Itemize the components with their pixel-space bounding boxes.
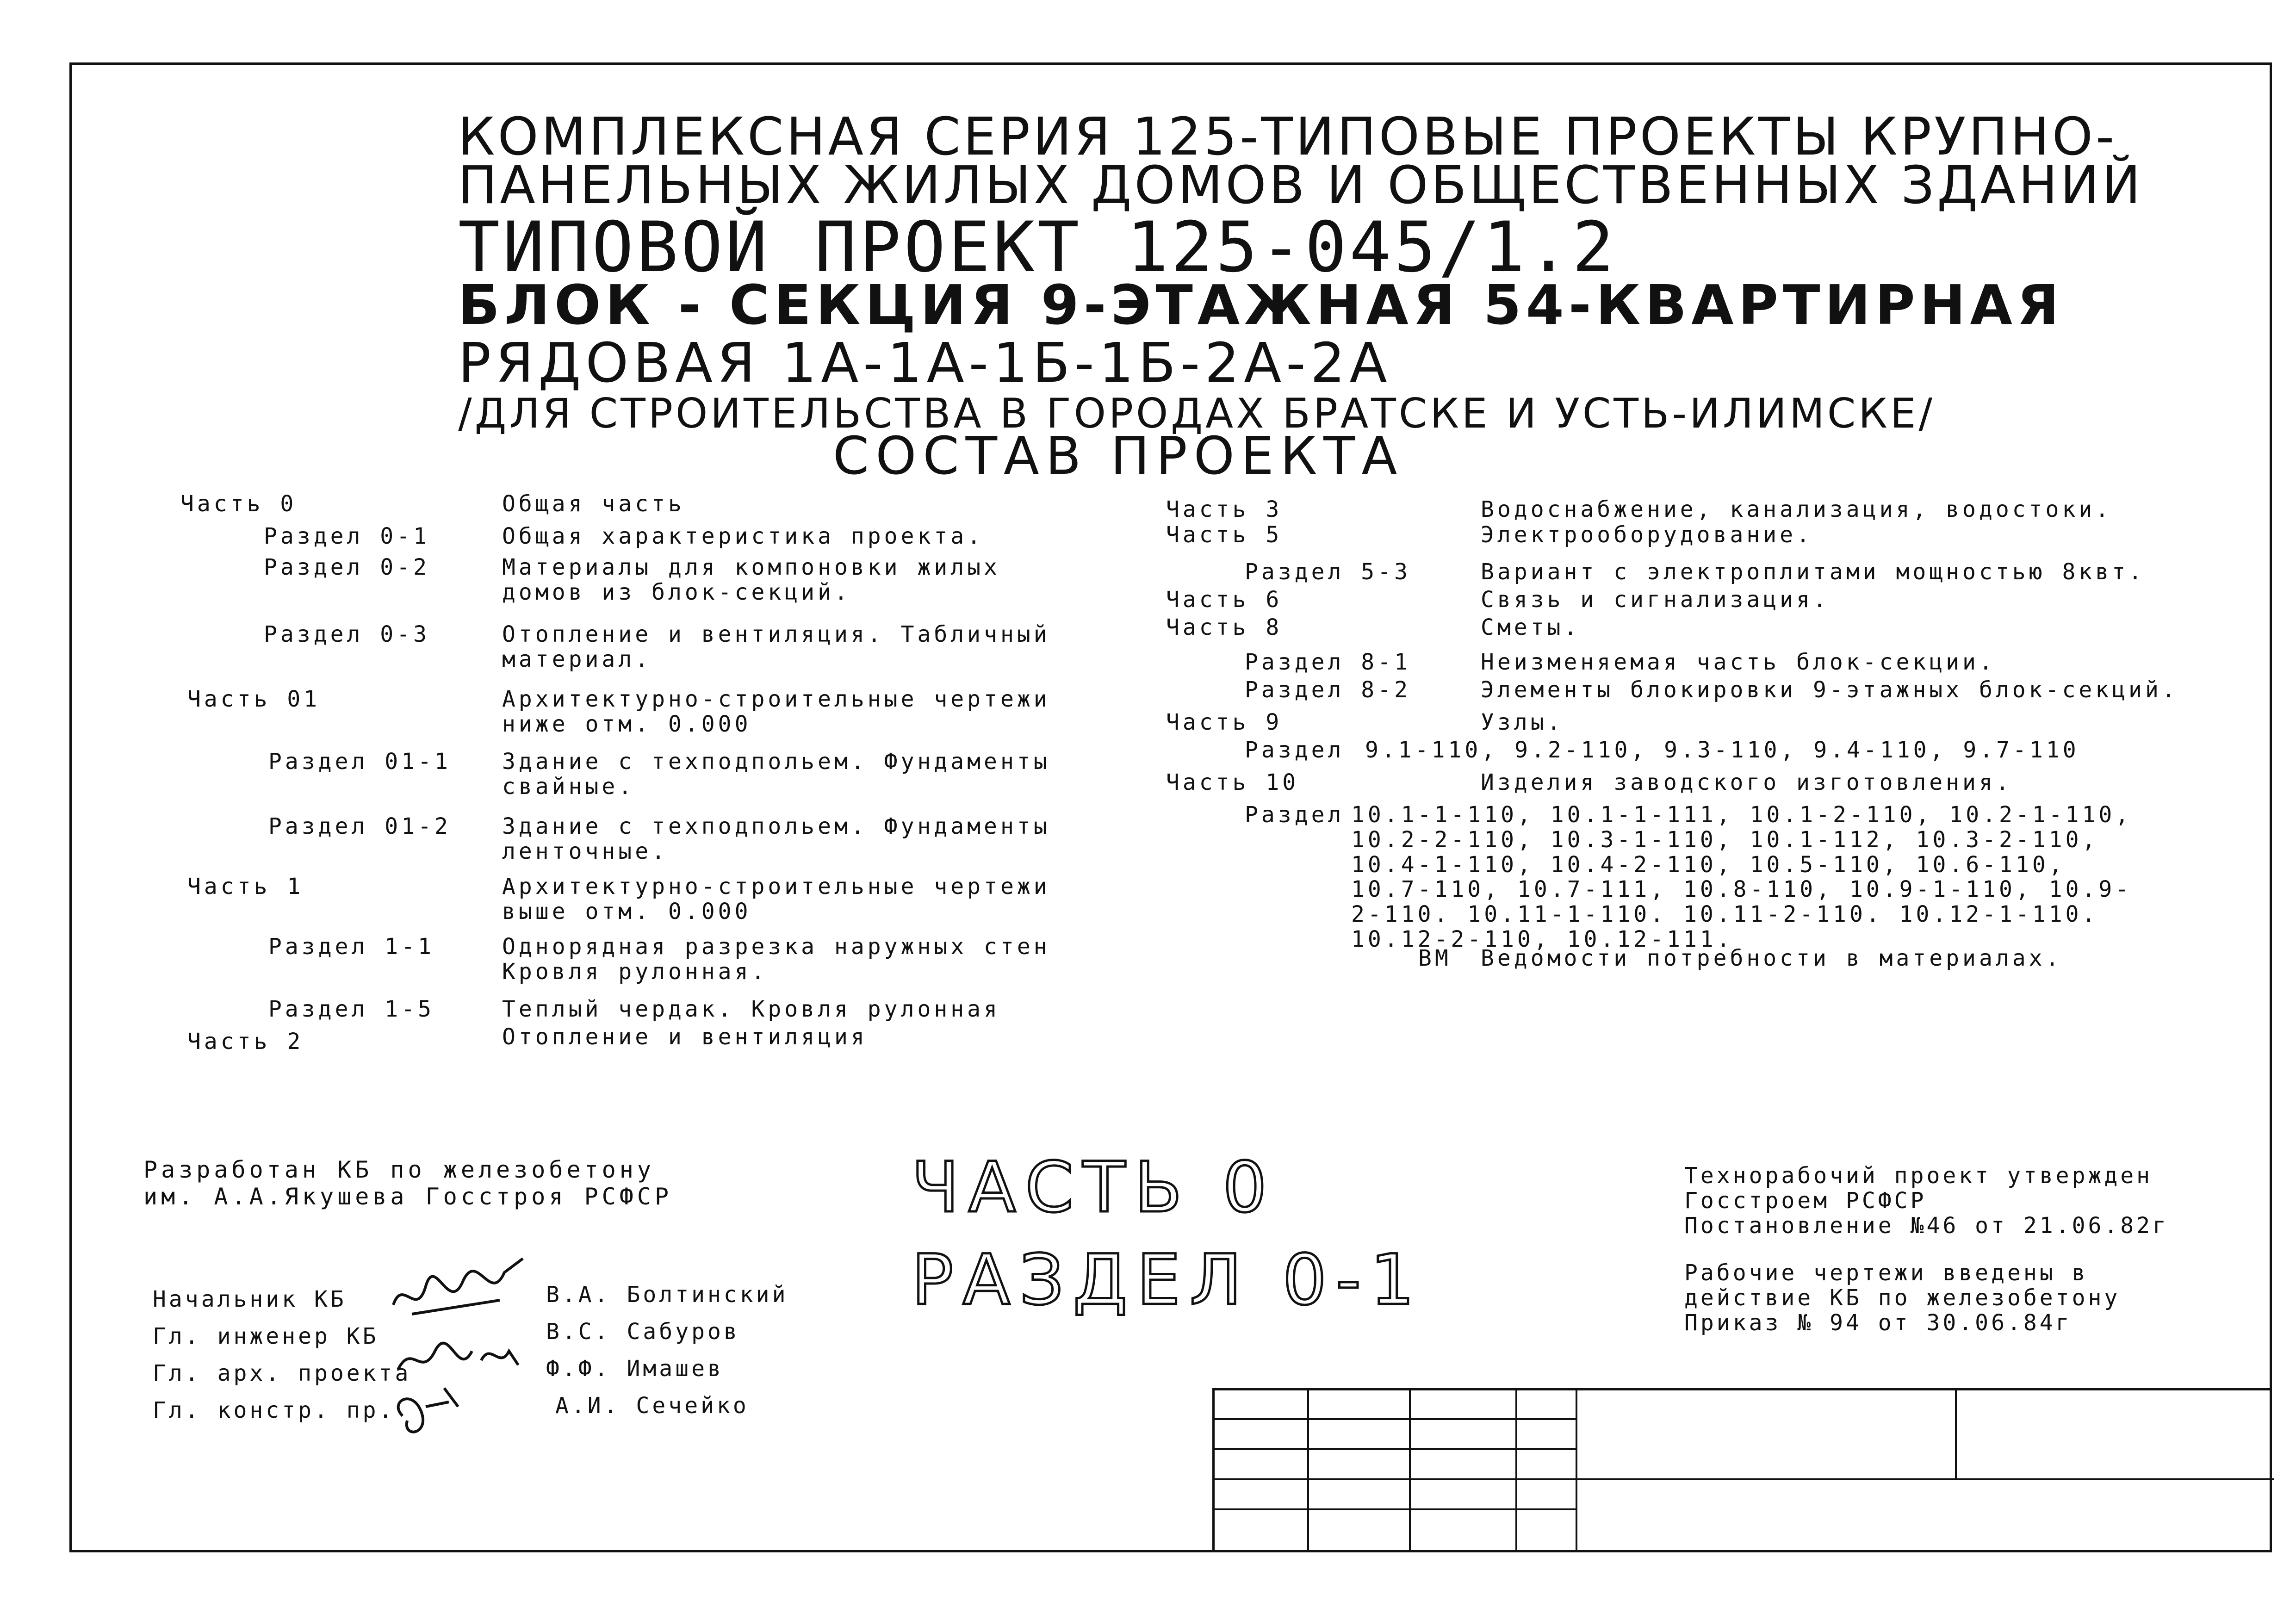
toc-right-label: Часть 9 (1166, 709, 1283, 735)
toc-right-text: Электрооборудование. (1481, 522, 1813, 548)
title-line-2: ПАНЕЛЬНЫХ ЖИЛЫХ ДОМОВ И ОБЩЕСТВЕННЫХ ЗДАНИЙ (458, 155, 2144, 216)
toc-left-label: Часть 1 (187, 874, 304, 900)
title-line-1: КОМПЛЕКСНАЯ СЕРИЯ 125-ТИПОВЫЕ ПРОЕКТЫ КРУПНО- (458, 107, 2117, 167)
toc-left-text: Архитектурно-строительные чертежи ниже отм. 0.000 (502, 686, 1050, 737)
stamp-divider (1307, 1390, 1309, 1552)
toc-left-label: Раздел 1-5 (268, 996, 434, 1022)
enactment-line-3: Приказ № 94 от 30.06.84г (1684, 1309, 2072, 1336)
staff-name: В.С. Сабуров (546, 1319, 740, 1345)
enactment-block (1684, 1261, 2120, 1335)
toc-right-text: Сметы. (1481, 614, 1581, 640)
approval-line-2: Госстроем РСФСР (1684, 1187, 1927, 1214)
toc-right-label: Часть 5 (1166, 522, 1283, 548)
toc-right-text: 10.1-1-110, 10.1-1-111, 10.1-2-110, 10.2-1-110, 10.2-2-110, 10.3-1-110, 10.1-112, 10.3-2-110, 10.4-1-110, 10.4-2-110, 10.5-110, 10.6-110, 10.7-110, 10.7-111, 10.8-110, 10.9-1-110, 10.9-2-110. 10.11-1-110. 10.11-2-110. 10.12-1-110. 10.12-2-110, 10.12-111. (1351, 802, 2132, 952)
approval-line-1: Технорабочий проект утвержден (1684, 1163, 2153, 1189)
enactment-line-2: действие КБ по железобетону (1684, 1284, 2121, 1311)
toc-left-label: Раздел 1-1 (268, 934, 434, 960)
toc-right-text: Неизменяемая часть блок-секции. (1481, 649, 1996, 675)
section-label: РАЗДЕЛ 0-1 (912, 1240, 1424, 1321)
toc-left-label: Часть 01 (187, 686, 321, 712)
staff-name: Ф.Ф. Имашев (546, 1356, 724, 1382)
staff-role: Гл. констр. пр. (153, 1397, 395, 1423)
toc-right-text: Изделия заводского изготовления. (1481, 769, 2012, 795)
toc-left-text: Здание с техподпольем. Фундаменты свайные. (502, 749, 1050, 800)
toc-left-text: Однорядная разрезка наружных стен Кровля рулонная. (502, 934, 1050, 985)
approval-block (1684, 1164, 2169, 1238)
toc-right-label: Часть 3 (1166, 496, 1283, 522)
title-block-stamp (1212, 1388, 2272, 1552)
toc-right-label: Часть 6 (1166, 587, 1283, 613)
stamp-divider (1576, 1390, 1577, 1552)
staff-role: Начальник КБ (153, 1286, 347, 1312)
stamp-divider (1515, 1390, 1517, 1552)
construction-location: /ДЛЯ СТРОИТЕЛЬСТВА В ГОРОДАХ БРАТСКЕ И УСТЬ-ИЛИМСКЕ/ (458, 390, 1936, 437)
toc-left-label: Раздел 01-2 (268, 813, 451, 839)
toc-left-text: Отопление и вентиляция (502, 1024, 868, 1050)
staff-name: В.А. Болтинский (546, 1282, 788, 1308)
toc-left-label: Раздел 0-1 (264, 523, 430, 549)
toc-left-label: Раздел 01-1 (268, 749, 451, 775)
toc-left-label: Раздел 0-2 (264, 554, 430, 580)
stamp-divider (1215, 1478, 2274, 1480)
stamp-divider (1215, 1448, 1576, 1450)
developer-line-2: им. А.А.Якушева Госстроя РСФСР (143, 1183, 673, 1210)
toc-right-label: Часть 8 (1166, 614, 1283, 640)
toc-left-label: Часть 2 (187, 1029, 304, 1055)
toc-left-label: Часть 0 (180, 491, 297, 517)
row-type-title: РЯДОВАЯ 1А-1А-1Б-1Б-2А-2А (458, 331, 1392, 395)
staff-name: А.И. Сечейко (555, 1393, 749, 1419)
enactment-line-1: Рабочие чертежи введены в (1684, 1260, 2088, 1286)
toc-right-label: Раздел 8-2 (1245, 677, 1411, 703)
toc-right-label: Раздел (1245, 737, 1345, 763)
toc-right-text: Узлы. (1481, 709, 1564, 735)
approval-line-3: Постановление №46 от 21.06.82г (1684, 1212, 2169, 1239)
developer-line-1: Разработан КБ по железобетону (143, 1156, 655, 1183)
toc-left-text: Общая часть (502, 491, 685, 517)
toc-left-label: Раздел 0-3 (264, 621, 430, 647)
project-composition-heading: СОСТАВ ПРОЕКТА (833, 426, 1404, 486)
staff-role: Гл. инженер КБ (153, 1323, 379, 1349)
stamp-divider (1215, 1508, 1576, 1510)
stamp-divider (1955, 1390, 1957, 1478)
toc-right-text: Водоснабжение, канализация, водостоки. (1481, 496, 2112, 522)
toc-left-text: Теплый чердак. Кровля рулонная (502, 996, 1000, 1022)
toc-left-text: Общая характеристика проекта. (502, 523, 984, 549)
stamp-divider (1409, 1390, 1411, 1552)
block-section-title: БЛОК - СЕКЦИЯ 9-ЭТАЖНАЯ 54-КВАРТИРНАЯ (458, 273, 2064, 337)
toc-right-label: Раздел 5-3 (1245, 559, 1411, 585)
project-number: ТИПОВОЙ ПРОЕКТ 125-045/1.2 (458, 207, 1617, 288)
toc-right-text: Ведомости потребности в материалах. (1481, 945, 2062, 971)
toc-right-label: Раздел (1245, 802, 1345, 828)
developer-block (143, 1157, 672, 1210)
toc-right-label: Часть 10 (1166, 769, 1299, 795)
stamp-divider (1215, 1418, 1576, 1420)
toc-right-label: Раздел 8-1 (1245, 649, 1411, 675)
toc-right-label: ВМ (1418, 945, 1452, 971)
signatures (384, 1249, 551, 1453)
toc-right-text: Связь и сигнализация. (1481, 587, 1830, 613)
toc-left-text: Архитектурно-строительные чертежи выше отм. 0.000 (502, 874, 1050, 924)
staff-role: Гл. арх. проекта (153, 1360, 411, 1386)
toc-left-text: Здание с техподпольем. Фундаменты ленточные. (502, 813, 1050, 864)
toc-right-text: Вариант с электроплитами мощностью 8квт. (1481, 559, 2145, 585)
part-label: ЧАСТЬ 0 (912, 1148, 1276, 1228)
toc-left-text: Отопление и вентиляция. Табличный материал. (502, 621, 1050, 672)
toc-left-text: Материалы для компоновки жилых домов из блок-секций. (502, 554, 1000, 605)
toc-right-text: 9.1-110, 9.2-110, 9.3-110, 9.4-110, 9.7-110 (1365, 737, 2079, 763)
toc-right-text: Элементы блокировки 9-этажных блок-секций. (1481, 677, 2178, 703)
